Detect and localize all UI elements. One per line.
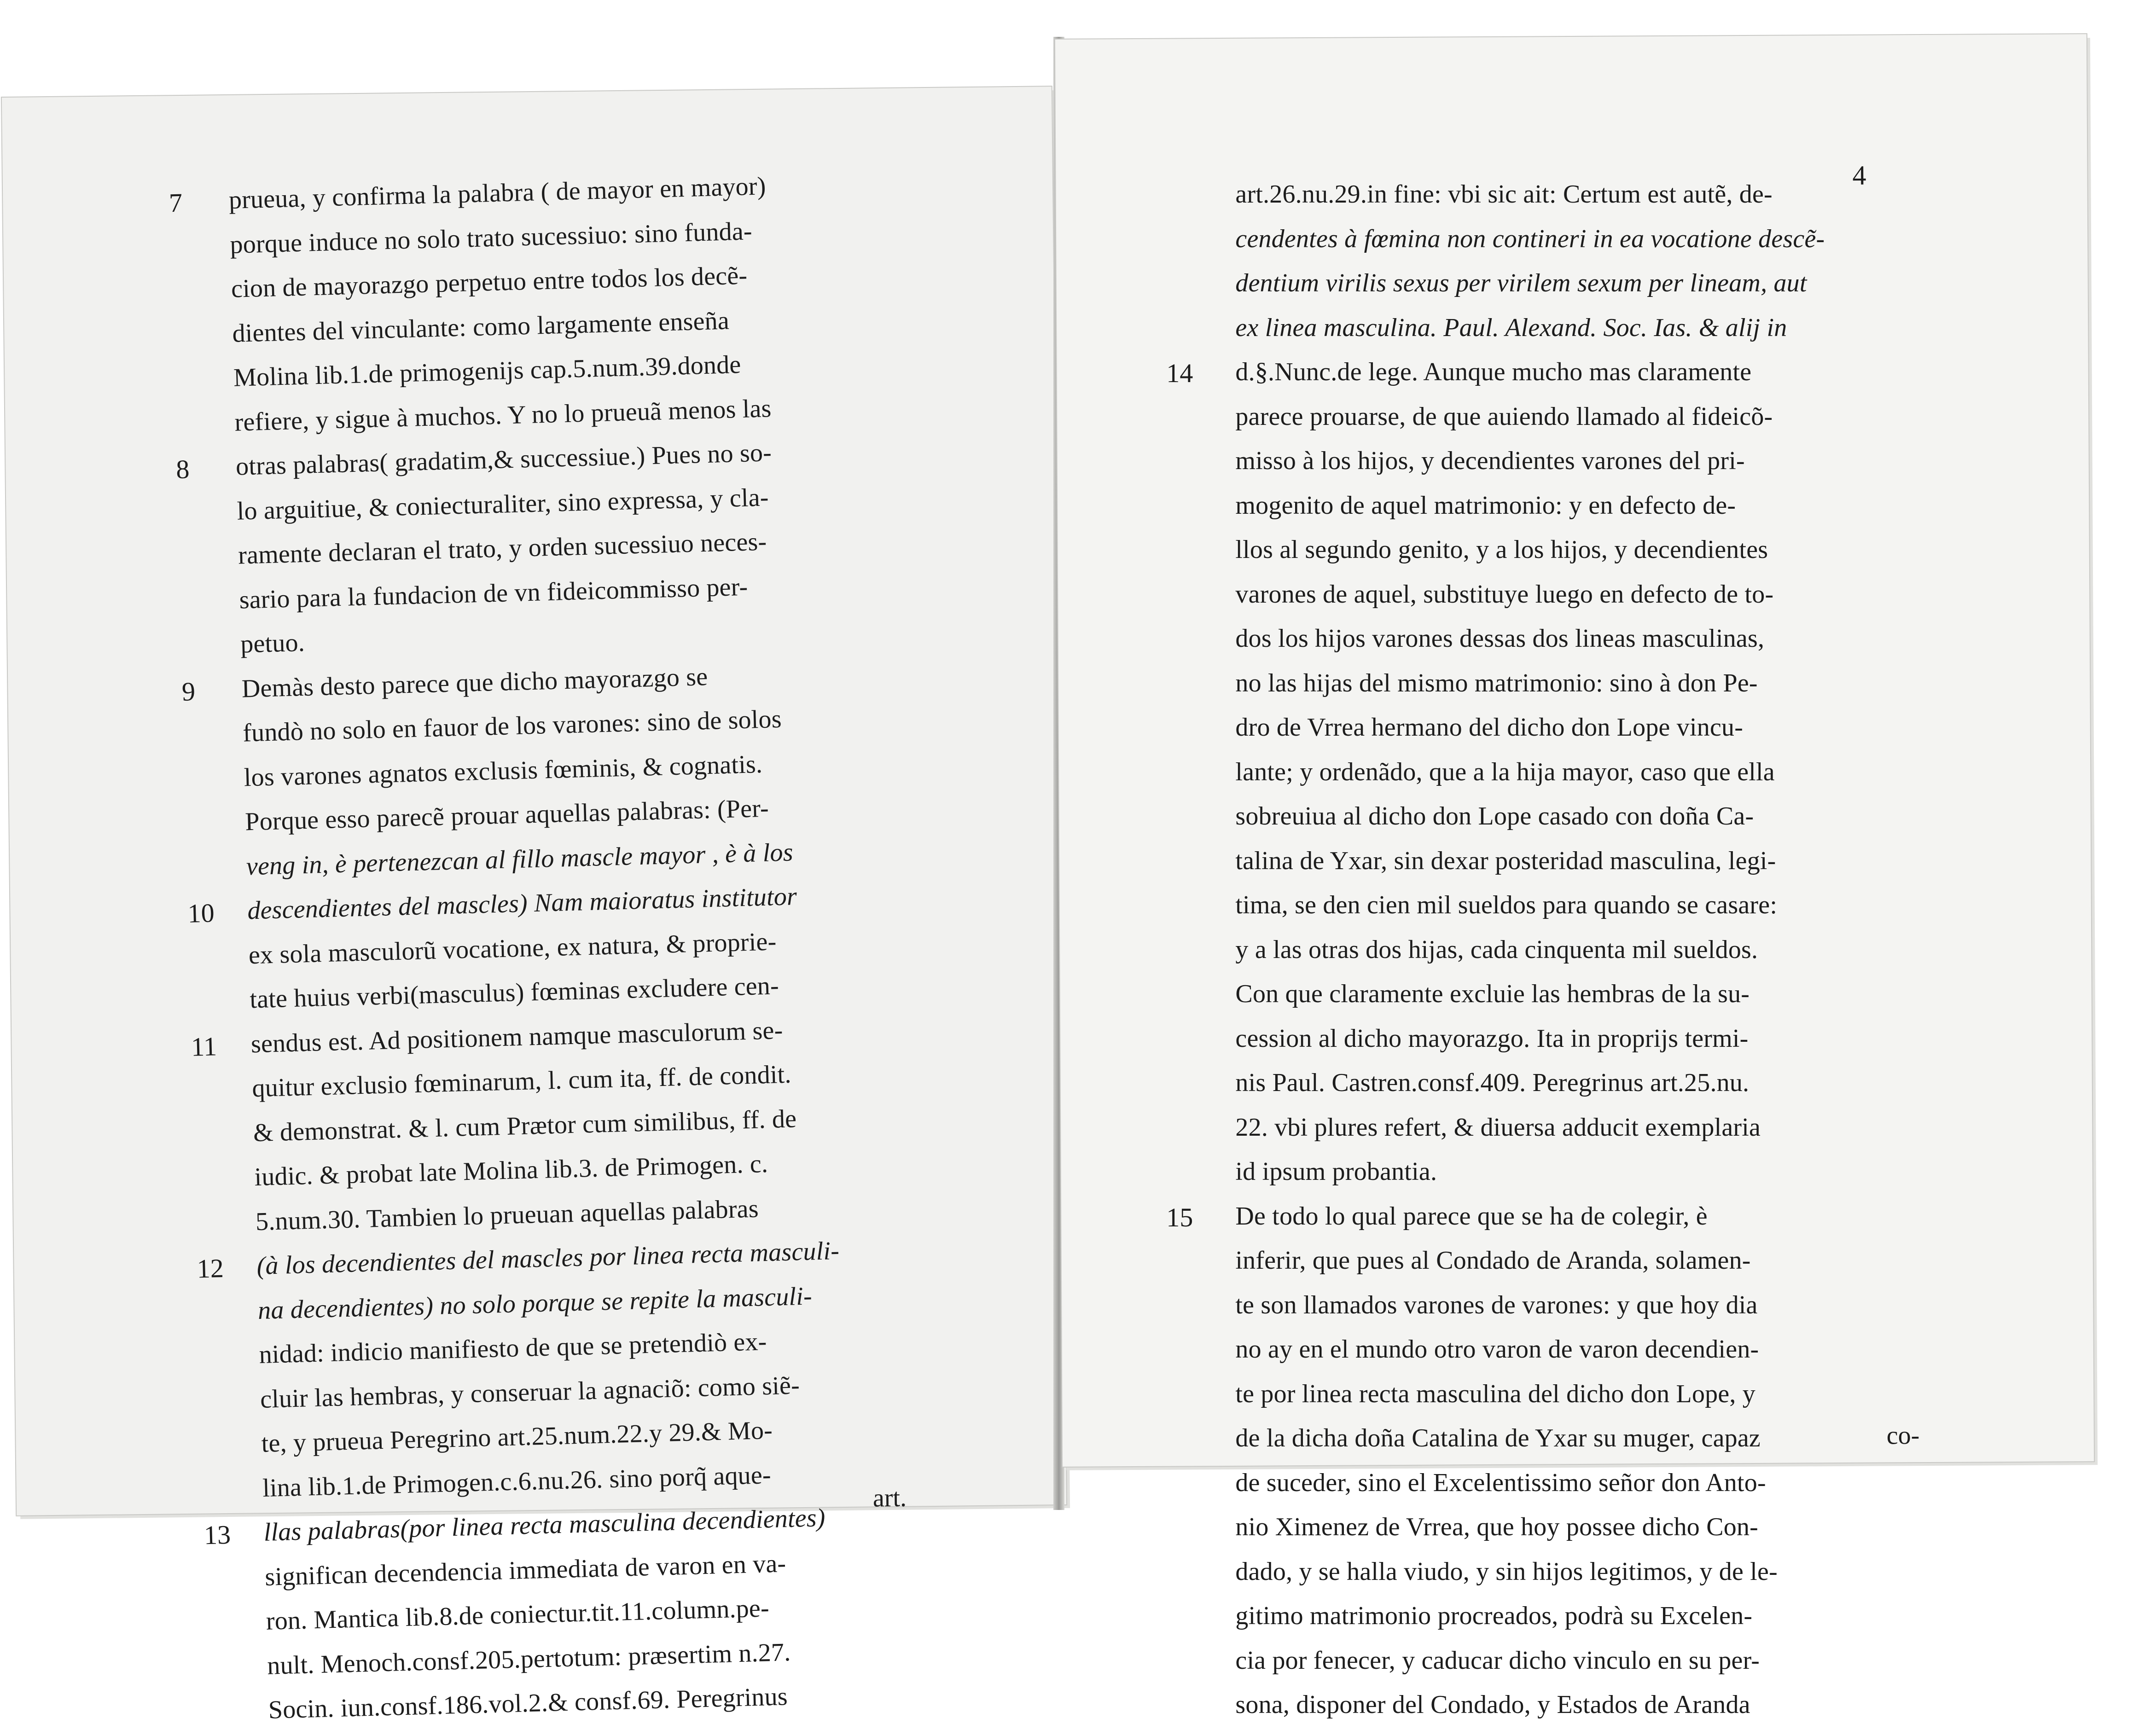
text-line: no las hijas del mismo matrimonio: sino à don Pe-: [1235, 668, 1758, 697]
margin-note-number: 15: [1166, 1202, 1193, 1232]
text-line: talina de Yxar, sin dexar posteridad masculina, legi-: [1235, 846, 1776, 875]
text-line: dos los hijos varones dessas dos lineas masculinas,: [1235, 624, 1765, 653]
text-line: iudic. & probat late Molina lib.3. de Primogen. c.: [254, 1149, 768, 1192]
text-line: cion de mayorazgo perpetuo entre todos los decẽ-: [231, 261, 748, 303]
text-line: mogenito de aquel matrimonio: y en defecto de-: [1235, 491, 1736, 520]
margin-note-number: 13: [203, 1519, 231, 1550]
text-line: descendientes del mascles) Nam maioratus institutor: [247, 882, 797, 925]
text-line: no ay en el mundo otro varon de varon decendien-: [1235, 1335, 1759, 1364]
margin-note-number: 8: [175, 454, 190, 485]
text-line: lante; y ordenãdo, que a la hija mayor, caso que ella: [1235, 757, 1775, 786]
text-line: inferir, que pues al Condado de Aranda, solamen-: [1235, 1246, 1751, 1275]
text-line: dientes del vinculante: como largamente enseña: [232, 306, 730, 348]
right-page-text: [1166, 172, 1912, 1727]
text-line: te son llamados varones de varones: y que hoy dia: [1235, 1290, 1758, 1319]
text-line: Molina lib.1.de primogenijs cap.5.num.39.donde: [233, 350, 742, 392]
text-line: petuo.: [240, 628, 305, 659]
text-line: lo arguitiue, & coniecturaliter, sino expressa, y cla-: [236, 482, 769, 526]
text-line: llos al segundo genito, y a los hijos, y decendientes: [1235, 535, 1768, 564]
text-line: porque induce no solo trato sucessiuo: sino funda-: [229, 216, 753, 259]
text-line: nio Ximenez de Vrrea, que hoy possee dicho Con-: [1235, 1512, 1759, 1541]
text-line: y a las otras dos hijas, cada cinquenta mil sueldos.: [1235, 935, 1758, 964]
text-line: id ipsum probantia.: [1235, 1157, 1437, 1186]
text-line: sario para la fundacion de vn fideicommisso per-: [238, 572, 748, 615]
text-line: quitur exclusio fœminarum, l. cum ita, ff. de condit.: [251, 1060, 792, 1103]
text-line: 22. vbi plures refert, & diuersa adducit exemplaria: [1235, 1113, 1761, 1142]
text-line: ex sola masculorũ vocatione, ex natura, & proprie-: [248, 927, 777, 970]
text-line: tate huius verbi(masculus) fœminas excludere cen-: [249, 971, 779, 1014]
text-line: cia por fenecer, y caducar dicho vinculo en su per-: [1235, 1646, 1760, 1675]
text-line: sona, disponer del Condado, y Estados de Aranda: [1235, 1690, 1750, 1719]
text-line: prueua, y confirma la palabra ( de mayor en mayor): [228, 172, 767, 215]
left-page-text: [169, 160, 950, 1732]
text-line: significan decendencia immediata de varon en va-: [264, 1549, 786, 1591]
page-folio: 4: [1852, 160, 1866, 191]
text-line: (à los decendientes del mascles por linea recta masculi-: [256, 1236, 840, 1281]
margin-note-number: 12: [196, 1253, 224, 1284]
text-line: veng in, è pertenezcan al fillo mascle mayor , è à los: [246, 837, 794, 881]
text-line: de suceder, sino el Excelentissimo señor don Anto-: [1235, 1468, 1766, 1497]
right-catchword: co-: [1886, 1421, 1920, 1450]
text-line: cluir las hembras, y conseruar la agnaciõ: como siẽ-: [260, 1370, 800, 1414]
text-line: dro de Vrrea hermano del dicho don Lope vincu-: [1235, 713, 1744, 742]
text-line: los varones agnatos exclusis fœminis, & cognatis.: [244, 749, 763, 792]
left-catchword: art.: [872, 1483, 907, 1513]
text-line: nidad: indicio manifiesto de que se pretendiò ex-: [258, 1327, 767, 1369]
text-line: De todo lo qual parece que se ha de colegir, è: [1235, 1202, 1708, 1231]
text-line: Demàs desto parece que dicho mayorazgo se: [241, 662, 708, 703]
text-line: gitimo matrimonio procreados, podrà su Excelen-: [1235, 1601, 1753, 1630]
text-line: sendus est. Ad positionem namque masculorum se-: [250, 1016, 784, 1058]
text-line: Con que claramente excluie las hembras de la su-: [1235, 979, 1750, 1008]
text-line: dado, y se halla viudo, y sin hijos legitimos, y de le-: [1235, 1557, 1778, 1586]
text-line: lina lib.1.de Primogen.c.6.nu.26. sino porq̃ aque-: [262, 1460, 772, 1503]
text-line: 5.num.30. Tambien lo prueuan aquellas palabras: [255, 1194, 759, 1236]
text-line: misso à los hijos, y decendientes varones del pri-: [1235, 446, 1745, 475]
text-line: nis Paul. Castren.consf.409. Peregrinus art.25.nu.: [1235, 1068, 1749, 1097]
text-line: te, y prueua Peregrino art.25.num.22.y 29.& Mo-: [261, 1416, 773, 1458]
text-line: varones de aquel, substituye luego en defecto de to-: [1235, 580, 1774, 609]
left-page: [2, 87, 1066, 1724]
text-line: parece prouarse, de que auiendo llamado al fideicõ-: [1235, 402, 1773, 431]
text-line: fundò no solo en fauor de los varones: sino de solos: [242, 704, 782, 748]
text-line: te por linea recta masculina del dicho don Lope, y: [1235, 1379, 1756, 1408]
margin-note-number: 10: [187, 898, 215, 929]
text-line: cendentes à fœmina non contineri in ea vocatione descẽ-: [1235, 224, 1825, 253]
text-line: sobreuiua al dicho don Lope casado con doña Ca-: [1235, 801, 1754, 830]
text-line: de la dicha doña Catalina de Yxar su muger, capaz: [1235, 1423, 1761, 1452]
right-page: [1055, 34, 2094, 1719]
text-line: & demonstrat. & l. cum Prætor cum similibus, ff. de: [253, 1104, 797, 1147]
margin-note-number: 14: [1166, 358, 1193, 388]
text-line: ron. Mantica lib.8.de coniectur.tit.11.column.pe-: [266, 1594, 770, 1636]
margin-note-number: 9: [181, 676, 196, 707]
text-line: nult. Menoch.consf.205.pertotum: præsertim n.27.: [267, 1637, 791, 1680]
text-line: dentium virilis sexus per virilem sexum per lineam, aut: [1235, 268, 1807, 297]
text-line: ex linea masculina. Paul. Alexand. Soc. Ias. & alij in: [1235, 313, 1787, 342]
text-line: ramente declaran el trato, y orden sucessiuo neces-: [238, 527, 767, 570]
text-line: Porque esso parecẽ prouar aquellas palabras: (Per-: [244, 794, 769, 836]
margin-note-number: 7: [169, 187, 183, 218]
text-line: na decendientes) no solo porque se repite la masculi-: [257, 1282, 813, 1325]
margin-note-number: 11: [191, 1031, 217, 1062]
text-line: refiere, y sigue à muchos. Y no lo prueuã menos las: [234, 394, 772, 437]
text-line: cession al dicho mayorazgo. Ita in proprijs termi-: [1235, 1024, 1749, 1053]
text-line: tima, se den cien mil sueldos para quando se casare:: [1235, 890, 1778, 919]
text-line: Socin. iun.consf.186.vol.2.& consf.69. Peregrinus: [268, 1682, 788, 1724]
text-line: art.26.nu.29.in fine: vbi sic ait: Certum est autẽ, de-: [1235, 180, 1773, 209]
text-line: llas palabras(por linea recta masculina decendientes): [263, 1503, 826, 1547]
text-line: d.§.Nunc.de lege. Aunque mucho mas claramente: [1235, 357, 1752, 386]
text-line: otras palabras( gradatim,& successiue.) Pues no so-: [235, 438, 772, 481]
